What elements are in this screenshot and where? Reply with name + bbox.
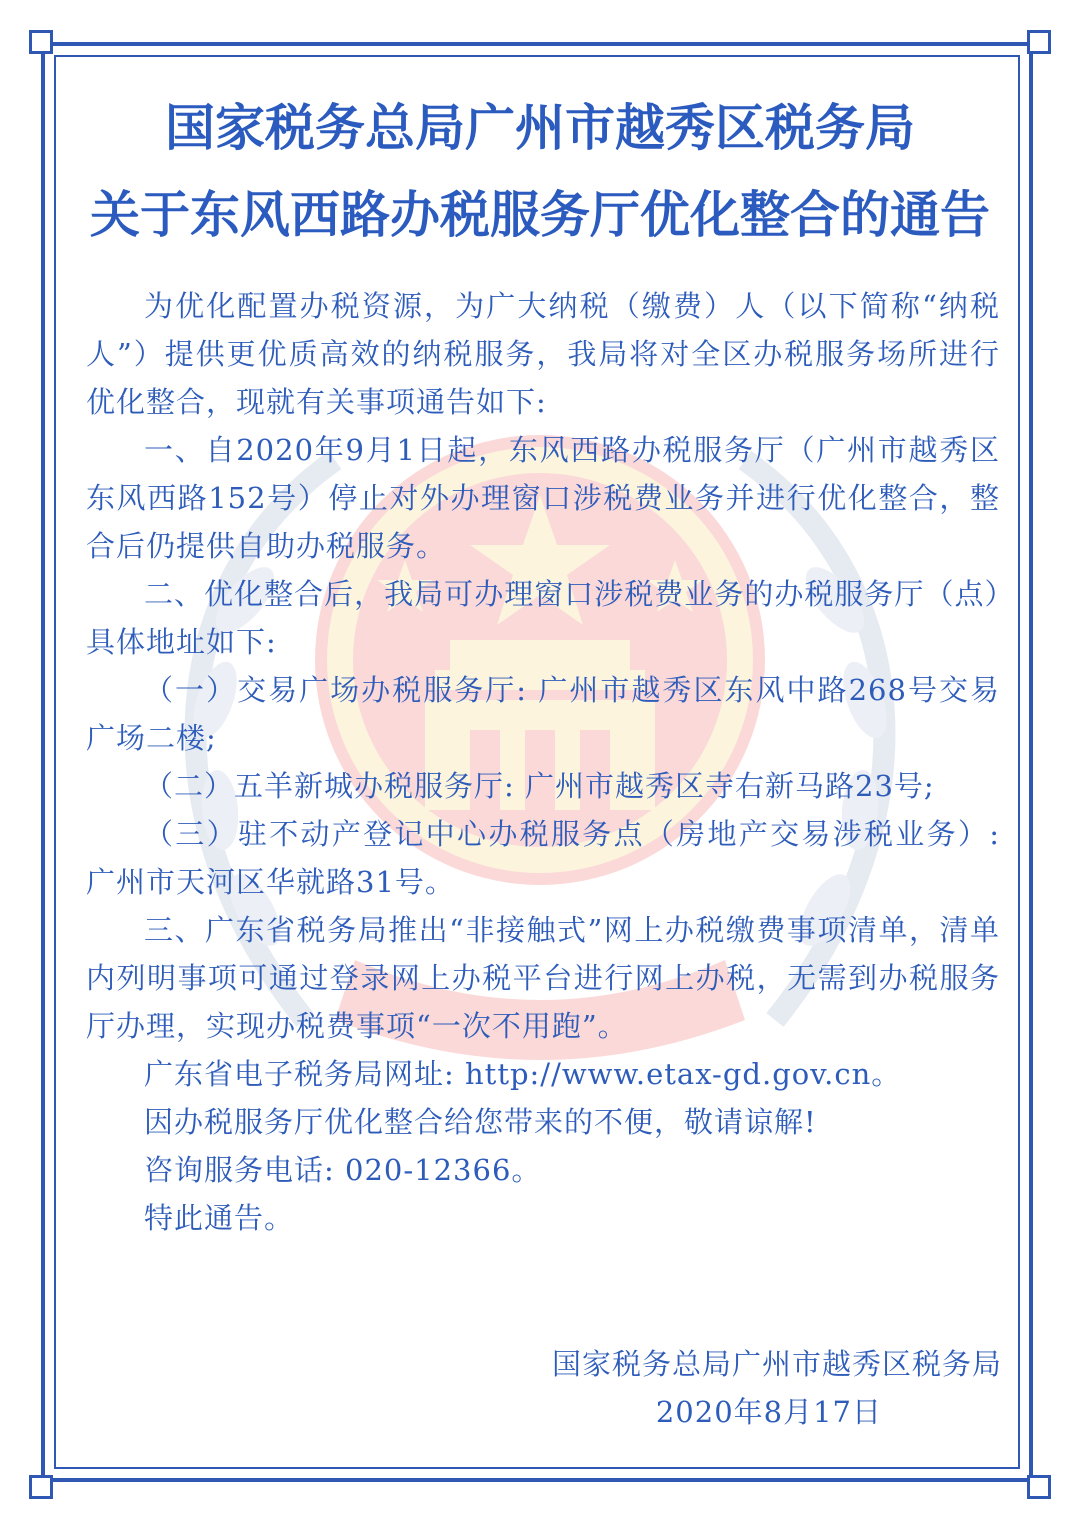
paragraph-website: 广东省电子税务局网址: http://www.etax-gd.gov.cn。 (144, 1057, 902, 1091)
corner-ornament-bottom-right (1027, 1475, 1051, 1499)
corner-ornament-top-right (1027, 30, 1051, 54)
notice-body (86, 282, 1000, 1242)
paragraph-item-3: 三、广东省税务局推出“非接触式”网上办税缴费事项清单，清单内列明事项可通过登录网上办税平台进行网上办税，无需到办税服务厅办理，实现办税费事项“一次不用跑”。 (86, 913, 1000, 1043)
paragraph-hotline: 咨询服务电话: 020-12366。 (144, 1153, 542, 1187)
notice-title-line-2: 关于东风西路办税服务厅优化整合的通告 (90, 185, 990, 244)
paragraph-item-1: 一、自2020年9月1日起，东风西路办税服务厅（广州市越秀区东风西路152号）停止对外办理窗口涉税费业务并进行优化整合，整合后仍提供自助办税服务。 (86, 433, 1000, 563)
notice-title-line-1: 国家税务总局广州市越秀区税务局 (165, 98, 915, 157)
paragraph-closing: 特此通告。 (144, 1201, 295, 1235)
paragraph-intro: 为优化配置办税资源，为广大纳税（缴费）人（以下简称“纳税人”）提供更优质高效的纳税服务，我局将对全区办税服务场所进行优化整合，现就有关事项通告如下: (86, 289, 1000, 419)
paragraph-apology: 因办税服务厅优化整合给您带来的不便，敬请谅解! (144, 1105, 817, 1139)
paragraph-address-1: （一）交易广场办税服务厅: 广州市越秀区东风中路268号交易广场二楼; (86, 673, 1000, 755)
corner-ornament-bottom-left (29, 1475, 53, 1499)
corner-ornament-top-left (29, 30, 53, 54)
paragraph-address-2: （二）五羊新城办税服务厅: 广州市越秀区寺右新马路23号; (144, 769, 935, 803)
signature-organization: 国家税务总局广州市越秀区税务局 (551, 1347, 1002, 1381)
paragraph-item-2: 二、优化整合后，我局可办理窗口涉税费业务的办税服务厅（点）具体地址如下: (86, 577, 1000, 659)
paragraph-address-3: （三）驻不动产登记中心办税服务点（房地产交易涉税业务）: 广州市天河区华就路31号。 (86, 817, 1000, 899)
signature-date: 2020年8月17日 (655, 1395, 882, 1429)
